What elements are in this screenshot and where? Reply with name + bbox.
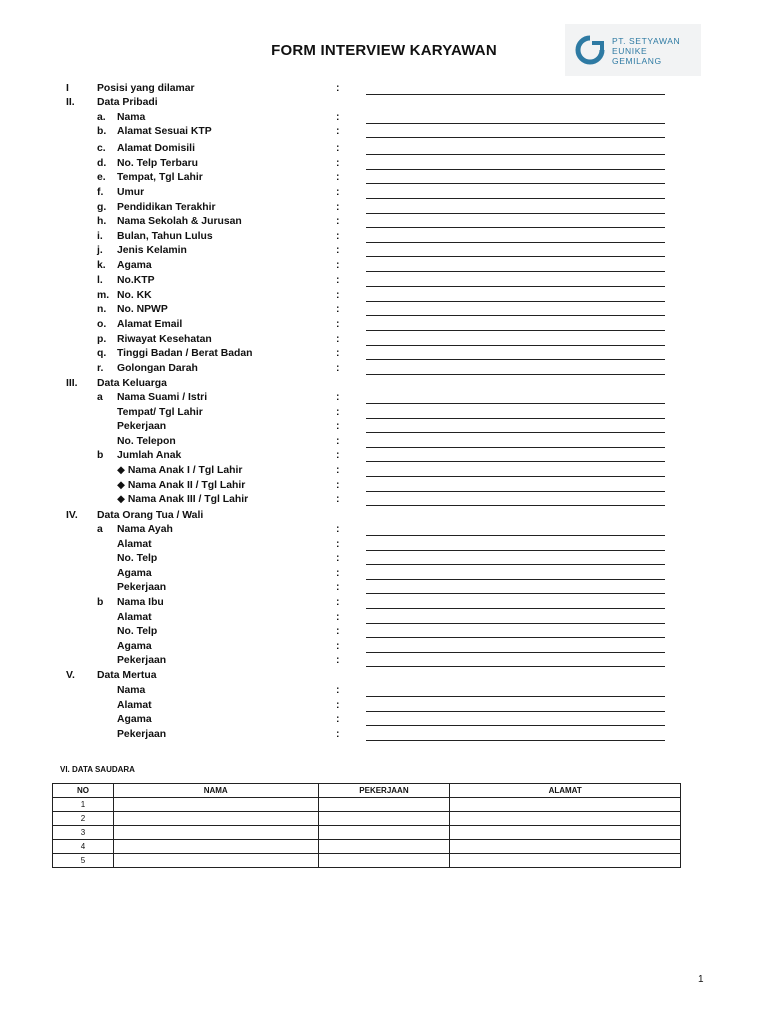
colon-separator: : xyxy=(336,245,340,256)
form-field-row xyxy=(0,581,768,595)
item-letter: c. xyxy=(97,143,106,154)
table-row xyxy=(53,840,681,854)
fill-in-line[interactable] xyxy=(366,403,665,404)
field-label: Tinggi Badan / Berat Badan xyxy=(117,348,253,359)
row-number: 5 xyxy=(53,854,114,868)
colon-separator: : xyxy=(336,450,340,462)
section-heading-row xyxy=(0,509,768,523)
colon-separator: : xyxy=(336,275,340,286)
fill-in-line[interactable] xyxy=(366,169,665,170)
form-field-row xyxy=(0,552,768,566)
form-field-row xyxy=(0,611,768,625)
pekerjaan-cell[interactable] xyxy=(318,854,450,868)
field-label: Pekerjaan xyxy=(117,582,167,594)
nama-cell[interactable] xyxy=(113,798,318,812)
item-letter: d. xyxy=(97,158,107,169)
colon-separator: : xyxy=(336,202,340,213)
fill-in-line[interactable] xyxy=(366,418,665,419)
item-letter: q. xyxy=(97,348,107,359)
field-label: Agama xyxy=(117,714,152,725)
item-letter: b. xyxy=(97,126,107,137)
item-letter: h. xyxy=(97,216,107,227)
field-label: Nama Ibu xyxy=(117,597,164,608)
header-alamat: ALAMAT xyxy=(450,784,681,798)
fill-in-line[interactable] xyxy=(366,315,665,316)
colon-separator: : xyxy=(336,260,340,271)
pekerjaan-cell[interactable] xyxy=(318,798,450,812)
item-letter: p. xyxy=(97,334,107,345)
form-field-row xyxy=(0,303,768,317)
alamat-cell[interactable] xyxy=(450,798,681,812)
table-row xyxy=(53,826,681,840)
fill-in-line[interactable] xyxy=(366,623,665,624)
form-field-row xyxy=(0,654,768,668)
colon-separator: : xyxy=(336,699,340,711)
colon-separator: : xyxy=(336,392,340,403)
field-label: Nama xyxy=(117,112,146,123)
field-label: No. Telepon xyxy=(117,435,176,447)
logo-line: PT. SETYAWAN xyxy=(612,36,681,46)
item-letter: e. xyxy=(97,172,106,183)
colon-separator: : xyxy=(336,334,340,345)
form-field-row xyxy=(0,142,768,156)
field-label: Alamat Domisili xyxy=(117,143,195,154)
alamat-cell[interactable] xyxy=(450,812,681,826)
fill-in-line[interactable] xyxy=(366,535,665,536)
fill-in-line[interactable] xyxy=(366,359,665,360)
form-field-row xyxy=(0,493,768,507)
header-no: NO xyxy=(53,784,114,798)
field-label: ◆ Nama Anak I / Tgl Lahir xyxy=(117,465,243,476)
fill-in-line[interactable] xyxy=(366,564,665,565)
field-label: No. NPWP xyxy=(117,304,168,315)
colon-separator: : xyxy=(336,435,340,447)
form-field-row xyxy=(0,464,768,478)
fill-in-line[interactable] xyxy=(366,183,665,184)
company-logo xyxy=(565,24,701,76)
item-letter: a. xyxy=(97,112,106,123)
item-letter: o. xyxy=(97,319,107,330)
field-label: Alamat xyxy=(117,699,152,711)
colon-separator: : xyxy=(336,714,340,725)
fill-in-line[interactable] xyxy=(366,740,665,741)
nama-cell[interactable] xyxy=(113,854,318,868)
table-row xyxy=(53,812,681,826)
form-field-row xyxy=(0,406,768,420)
colon-separator: : xyxy=(336,406,340,418)
field-label: Riwayat Kesehatan xyxy=(117,334,212,345)
section-number: II. xyxy=(66,97,75,108)
form-field-row xyxy=(0,449,768,463)
fill-in-line[interactable] xyxy=(366,461,665,462)
form-field-row xyxy=(0,362,768,376)
nama-cell[interactable] xyxy=(113,840,318,854)
fill-in-line[interactable] xyxy=(366,505,665,506)
form-field-row xyxy=(0,274,768,288)
field-label: Alamat xyxy=(117,538,152,550)
form-field-row xyxy=(0,713,768,727)
fill-in-line[interactable] xyxy=(366,137,665,138)
colon-separator: : xyxy=(336,304,340,315)
field-label: Alamat Email xyxy=(117,319,183,330)
fill-in-line[interactable] xyxy=(366,652,665,653)
form-field-row xyxy=(0,157,768,171)
colon-separator: : xyxy=(336,187,340,198)
form-field-row xyxy=(0,699,768,713)
section-number: I xyxy=(66,83,69,94)
form-field-row xyxy=(0,289,768,303)
item-letter: j. xyxy=(97,245,103,256)
colon-separator: : xyxy=(336,611,340,623)
fill-in-line[interactable] xyxy=(366,476,665,477)
fill-in-line[interactable] xyxy=(366,637,665,638)
form-field-row xyxy=(0,244,768,258)
fill-in-line[interactable] xyxy=(366,593,665,594)
fill-in-line[interactable] xyxy=(366,374,665,375)
section-label: Posisi yang dilamar xyxy=(97,83,195,94)
form-field-row xyxy=(0,230,768,244)
section-heading-row xyxy=(0,377,768,391)
field-label: Golongan Darah xyxy=(117,363,198,374)
section-number: III. xyxy=(66,378,78,389)
form-field-row xyxy=(0,435,768,449)
section-number: V. xyxy=(66,670,75,681)
page-title: FORM INTERVIEW KARYAWAN xyxy=(271,42,497,59)
field-label: Nama Suami / Istri xyxy=(117,392,208,403)
colon-separator: : xyxy=(336,126,340,137)
item-letter: i. xyxy=(97,231,103,242)
field-label: Pekerjaan xyxy=(117,655,167,667)
item-letter: b xyxy=(97,597,104,608)
item-letter: a xyxy=(97,392,103,403)
section-heading-row xyxy=(0,82,768,96)
fill-in-line[interactable] xyxy=(366,711,665,712)
form-field-row xyxy=(0,171,768,185)
colon-separator: : xyxy=(336,479,340,491)
form-field-row xyxy=(0,728,768,742)
field-label: No. Telp xyxy=(117,626,158,638)
colon-separator: : xyxy=(336,319,340,330)
form-field-row xyxy=(0,420,768,434)
field-label: ◆ Nama Anak II / Tgl Lahir xyxy=(117,479,246,491)
fill-in-line[interactable] xyxy=(366,725,665,726)
table-row xyxy=(53,798,681,812)
item-letter: m. xyxy=(97,290,110,301)
field-label: No. Telp Terbaru xyxy=(117,158,199,169)
alamat-cell[interactable] xyxy=(450,854,681,868)
fill-in-line[interactable] xyxy=(366,242,665,243)
fill-in-line[interactable] xyxy=(366,94,665,95)
nama-cell[interactable] xyxy=(113,812,318,826)
fill-in-line[interactable] xyxy=(366,256,665,257)
fill-in-line[interactable] xyxy=(366,330,665,331)
field-label: Pekerjaan xyxy=(117,421,167,433)
colon-separator: : xyxy=(336,465,340,476)
fill-in-line[interactable] xyxy=(366,271,665,272)
row-number: 3 xyxy=(53,826,114,840)
form-field-row xyxy=(0,567,768,581)
fill-in-line[interactable] xyxy=(366,608,665,609)
item-letter: n. xyxy=(97,304,107,315)
field-label: No. KK xyxy=(117,290,152,301)
form-field-row xyxy=(0,479,768,493)
field-label: Bulan, Tahun Lulus xyxy=(117,231,213,242)
colon-separator: : xyxy=(336,348,340,359)
colon-separator: : xyxy=(336,640,340,652)
fill-in-line[interactable] xyxy=(366,286,665,287)
colon-separator: : xyxy=(336,685,340,696)
field-label: Jenis Kelamin xyxy=(117,245,187,256)
colon-separator: : xyxy=(336,728,340,740)
alamat-cell[interactable] xyxy=(450,826,681,840)
fill-in-line[interactable] xyxy=(366,447,665,448)
fill-in-line[interactable] xyxy=(366,345,665,346)
item-letter: g. xyxy=(97,202,107,213)
section-label: Data Keluarga xyxy=(97,378,167,389)
fill-in-line[interactable] xyxy=(366,301,665,302)
colon-separator: : xyxy=(336,597,340,608)
pekerjaan-cell[interactable] xyxy=(318,840,450,854)
fill-in-line[interactable] xyxy=(366,198,665,199)
form-field-row xyxy=(0,596,768,610)
form-field-row xyxy=(0,186,768,200)
colon-separator: : xyxy=(336,567,340,579)
colon-separator: : xyxy=(336,524,340,535)
field-label: Agama xyxy=(117,567,152,579)
alamat-cell[interactable] xyxy=(450,840,681,854)
colon-separator: : xyxy=(336,143,340,154)
field-label: ◆ Nama Anak III / Tgl Lahir xyxy=(117,494,249,506)
field-label: Umur xyxy=(117,187,145,198)
colon-separator: : xyxy=(336,655,340,667)
colon-separator: : xyxy=(336,172,340,183)
section-label: Data Pribadi xyxy=(97,97,158,108)
fill-in-line[interactable] xyxy=(366,550,665,551)
saudara-table xyxy=(52,783,681,868)
form-field-row xyxy=(0,347,768,361)
header-nama: NAMA xyxy=(113,784,318,798)
section-number: IV. xyxy=(66,510,78,521)
nama-cell[interactable] xyxy=(113,826,318,840)
field-label: No. Telp xyxy=(117,553,158,565)
colon-separator: : xyxy=(336,494,340,506)
colon-separator: : xyxy=(336,83,340,94)
colon-separator: : xyxy=(336,538,340,550)
logo-line: GEMILANG xyxy=(612,56,662,66)
form-field-row xyxy=(0,333,768,347)
field-label: Agama xyxy=(117,260,152,271)
field-label: Alamat xyxy=(117,611,152,623)
form-field-row xyxy=(0,125,768,139)
form-field-row xyxy=(0,523,768,537)
colon-separator: : xyxy=(336,363,340,374)
field-label: Alamat Sesuai KTP xyxy=(117,126,212,137)
row-number: 1 xyxy=(53,798,114,812)
section-heading-row xyxy=(0,669,768,683)
colon-separator: : xyxy=(336,216,340,227)
fill-in-line[interactable] xyxy=(366,696,665,697)
form-field-row xyxy=(0,684,768,698)
pekerjaan-cell[interactable] xyxy=(318,826,450,840)
fill-in-line[interactable] xyxy=(366,432,665,433)
item-letter: l. xyxy=(97,275,103,286)
form-field-row xyxy=(0,391,768,405)
field-label: Nama xyxy=(117,685,146,696)
colon-separator: : xyxy=(336,158,340,169)
section-label: Data Mertua xyxy=(97,670,157,681)
form-field-row xyxy=(0,318,768,332)
fill-in-line[interactable] xyxy=(366,154,665,155)
section-heading-row xyxy=(0,96,768,110)
form-field-row xyxy=(0,215,768,229)
fill-in-line[interactable] xyxy=(366,491,665,492)
item-letter: r. xyxy=(97,363,104,374)
item-letter: f. xyxy=(97,187,104,198)
saudara-section-title: VI. DATA SAUDARA xyxy=(60,765,135,774)
item-letter: b xyxy=(97,450,104,462)
header-pekerjaan: PEKERJAAN xyxy=(318,784,450,798)
field-label: Pekerjaan xyxy=(117,728,167,740)
field-label: Agama xyxy=(117,640,152,652)
fill-in-line[interactable] xyxy=(366,213,665,214)
form-field-row xyxy=(0,538,768,552)
fill-in-line[interactable] xyxy=(366,123,665,124)
table-header-row xyxy=(53,784,681,798)
item-letter: k. xyxy=(97,260,106,271)
field-label: Pendidikan Terakhir xyxy=(117,202,216,213)
field-label: Nama Sekolah & Jurusan xyxy=(117,216,242,227)
row-number: 2 xyxy=(53,812,114,826)
section-label: Data Orang Tua / Wali xyxy=(97,510,204,521)
form-field-row xyxy=(0,259,768,273)
row-number: 4 xyxy=(53,840,114,854)
fill-in-line[interactable] xyxy=(366,227,665,228)
logo-line: EUNIKE xyxy=(612,46,648,56)
pekerjaan-cell[interactable] xyxy=(318,812,450,826)
colon-separator: : xyxy=(336,626,340,638)
field-label: No.KTP xyxy=(117,275,155,286)
logo-text xyxy=(612,36,680,66)
colon-separator: : xyxy=(336,290,340,301)
fill-in-line[interactable] xyxy=(366,579,665,580)
item-letter: a xyxy=(97,524,103,535)
page-number: 1 xyxy=(698,974,704,985)
field-label: Tempat/ Tgl Lahir xyxy=(117,406,203,418)
colon-separator: : xyxy=(336,582,340,594)
fill-in-line[interactable] xyxy=(366,666,665,667)
field-label: Nama Ayah xyxy=(117,524,173,535)
form-field-row xyxy=(0,640,768,654)
colon-separator: : xyxy=(336,112,340,123)
colon-separator: : xyxy=(336,421,340,433)
form-field-row xyxy=(0,201,768,215)
field-label: Tempat, Tgl Lahir xyxy=(117,172,203,183)
table-row xyxy=(53,854,681,868)
colon-separator: : xyxy=(336,553,340,565)
colon-separator: : xyxy=(336,231,340,242)
field-label: Jumlah Anak xyxy=(117,450,182,462)
form-field-row xyxy=(0,625,768,639)
form-field-row xyxy=(0,111,768,125)
circular-arrow-logo-icon xyxy=(575,35,605,65)
